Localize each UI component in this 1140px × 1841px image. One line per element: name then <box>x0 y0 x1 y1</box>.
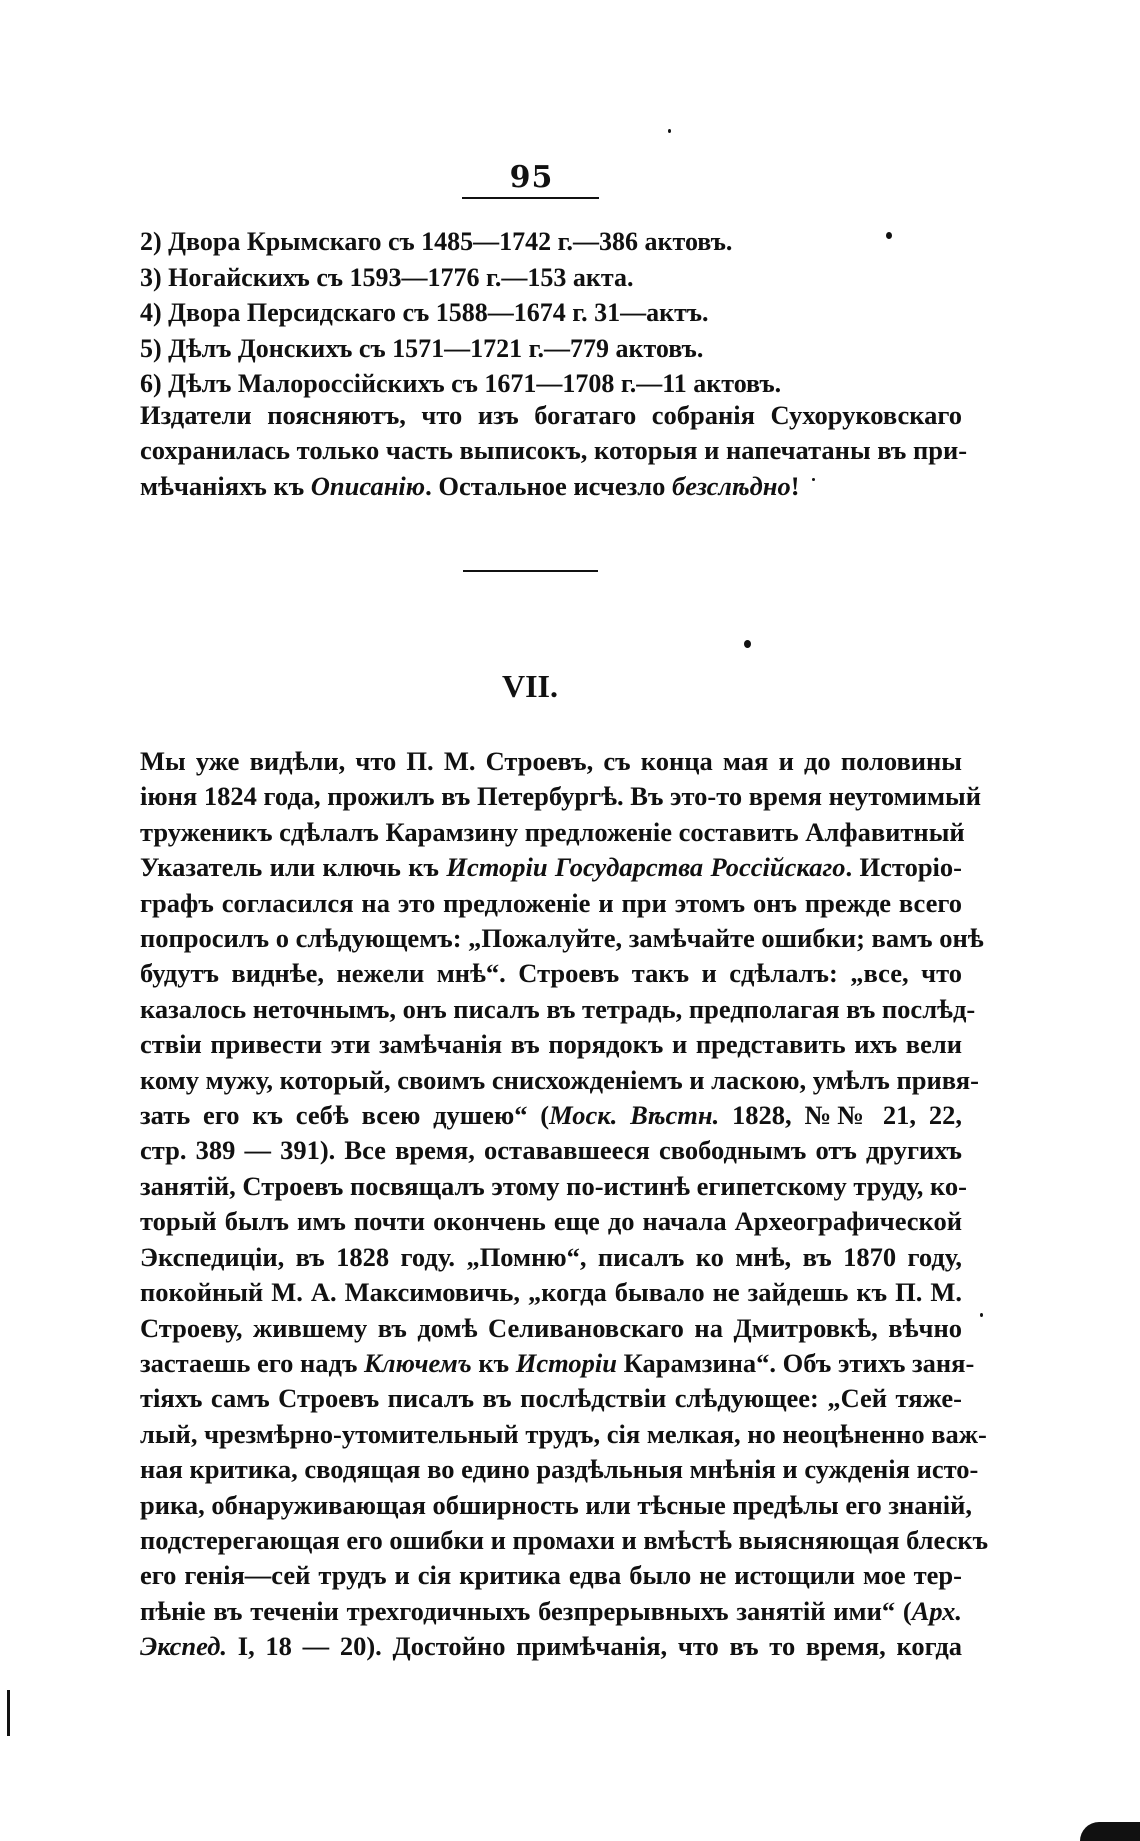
ink-speck <box>744 640 751 648</box>
italic-title: Ключемъ <box>364 1347 472 1378</box>
italic-title: Исторіи Государства Россійскаго <box>446 852 846 883</box>
text-line: будутъ виднѣе, нежели мнѣ“. Строевъ такъ и сдѣлалъ: „все, что <box>140 958 962 989</box>
list-item: 2) Двора Крымскаго съ 1485—1742 г.—386 актовъ. <box>140 227 733 256</box>
text-line: ная критика, сводящая во едино раздѣльныя мнѣнія и сужденія исто- <box>140 1454 979 1485</box>
paragraph-publishers-note <box>140 398 968 504</box>
text-line: его генія—сей трудъ и сія критика едва было не истощили мое тер- <box>140 1560 962 1591</box>
text-line: попросилъ о слѣдующемъ: „Пожалуйте, замѣчайте ошибки; вамъ онѣ <box>140 923 984 954</box>
text-line: казалось неточнымъ, онъ писалъ въ тетрадь, предполагая въ послѣд- <box>140 993 976 1024</box>
italic-title: Исторіи <box>515 1347 617 1378</box>
acts-list <box>140 224 970 402</box>
ink-speck <box>668 129 671 133</box>
italic-citation: Моск. Вѣстн. <box>549 1100 720 1131</box>
text-line: тіяхъ самъ Строевъ писалъ въ послѣдствіи слѣдующее: „Сей тяже- <box>140 1383 962 1414</box>
text-line: Строеву, жившему въ домѣ Селивановскаго на Дмитровкѣ, вѣчно <box>140 1312 962 1343</box>
text-line: мѣчаніяхъ къ Описанію. Остальное исчезло безслѣдно! <box>140 470 800 501</box>
italic-citation: Арх. <box>911 1595 962 1626</box>
text-line: Издатели поясняютъ, что изъ богатаго собранія Сухоруковскаго <box>140 400 962 430</box>
list-item: 4) Двора Персидскаго съ 1588—1674 г. 31—актъ. <box>140 298 709 327</box>
margin-mark <box>7 1690 10 1736</box>
page-number: 95 <box>509 160 554 195</box>
text-line: сохранилась только часть выписокъ, которыя и напечатаны въ при- <box>140 435 968 466</box>
text-line: кому мужу, который, своимъ снисхожденіемъ и ласкою, умѣлъ привя- <box>140 1064 979 1095</box>
header-rule <box>462 197 599 199</box>
ink-speck <box>980 1313 983 1317</box>
scan-blot <box>1080 1822 1140 1841</box>
text-line: лый, чрезмѣрно-утомительный трудъ, сія мелкая, но неоцѣненно важ- <box>140 1418 987 1449</box>
text-line: зать его къ себѣ всею душею“ (Моск. Вѣстн. 1828, №№ 21, 22, <box>140 1100 962 1131</box>
list-item: 6) Дѣлъ Малороссійскихъ съ 1671—1708 г.—11 актовъ. <box>140 369 782 398</box>
text-line: застаешь его надъ Ключемъ къ Исторіи Карамзина“. Объ этихъ заня- <box>140 1347 975 1378</box>
text-line: Экспедиціи, въ 1828 году. „Помню“, писалъ ко мнѣ, въ 1870 году, <box>140 1241 962 1272</box>
ink-speck <box>812 478 815 481</box>
text-line: рика, обнаруживающая обширность или тѣсные предѣлы его знаній, <box>140 1489 973 1520</box>
section-heading: VII. <box>501 668 558 704</box>
text-line: Указатель или ключь къ Исторіи Государства Россійскаго. Исторіо- <box>140 852 962 883</box>
text-line: іюня 1824 года, прожилъ въ Петербургѣ. Въ это-то время неутомимый <box>140 781 981 812</box>
text-line: торый былъ имъ почти окончень еще до начала Археографической <box>140 1206 962 1237</box>
list-item: 3) Ногайскихъ съ 1593—1776 г.—153 акта. <box>140 262 634 292</box>
italic-title: Описанію <box>310 470 426 501</box>
italic-word: безслѣдно <box>671 470 791 501</box>
text-line: Экспед. I, 18 — 20). Достойно примѣчанія, что въ то время, когда <box>140 1631 962 1662</box>
section-divider <box>463 570 598 572</box>
italic-citation: Экспед. <box>140 1631 228 1662</box>
list-item: 5) Дѣлъ Донскихъ съ 1571—1721 г.—779 актовъ. <box>140 333 704 363</box>
text-line: покойный М. А. Максимовичь, „когда бывало не зайдешь къ П. М. <box>140 1277 962 1308</box>
text-line: стр. 389 — 391). Все время, остававшееся свободнымъ отъ другихъ <box>140 1135 962 1166</box>
text-line: графъ согласился на это предложеніе и при этомъ онъ прежде всего <box>140 887 962 918</box>
paragraph-stroev-index <box>140 744 989 1665</box>
text-line: пѣніе въ теченіи трехгодичныхъ безпрерывныхъ занятій ими“ (Арх. <box>140 1595 962 1626</box>
text-line: подстерегающая его ошибки и промахи и вмѣстѣ выясняющая блескъ <box>140 1524 989 1555</box>
text-line: труженикъ сдѣлалъ Карамзину предложеніе составить Алфавитный <box>140 816 965 847</box>
text-line: занятій, Строевъ посвящалъ этому по-истинѣ египетскому труду, ко- <box>140 1170 967 1201</box>
text-line: Мы уже видѣли, что П. М. Строевъ, съ конца мая и до половины <box>140 746 962 776</box>
text-line: ствіи привести эти замѣчанія въ порядокъ и представить ихъ вели <box>140 1029 962 1060</box>
